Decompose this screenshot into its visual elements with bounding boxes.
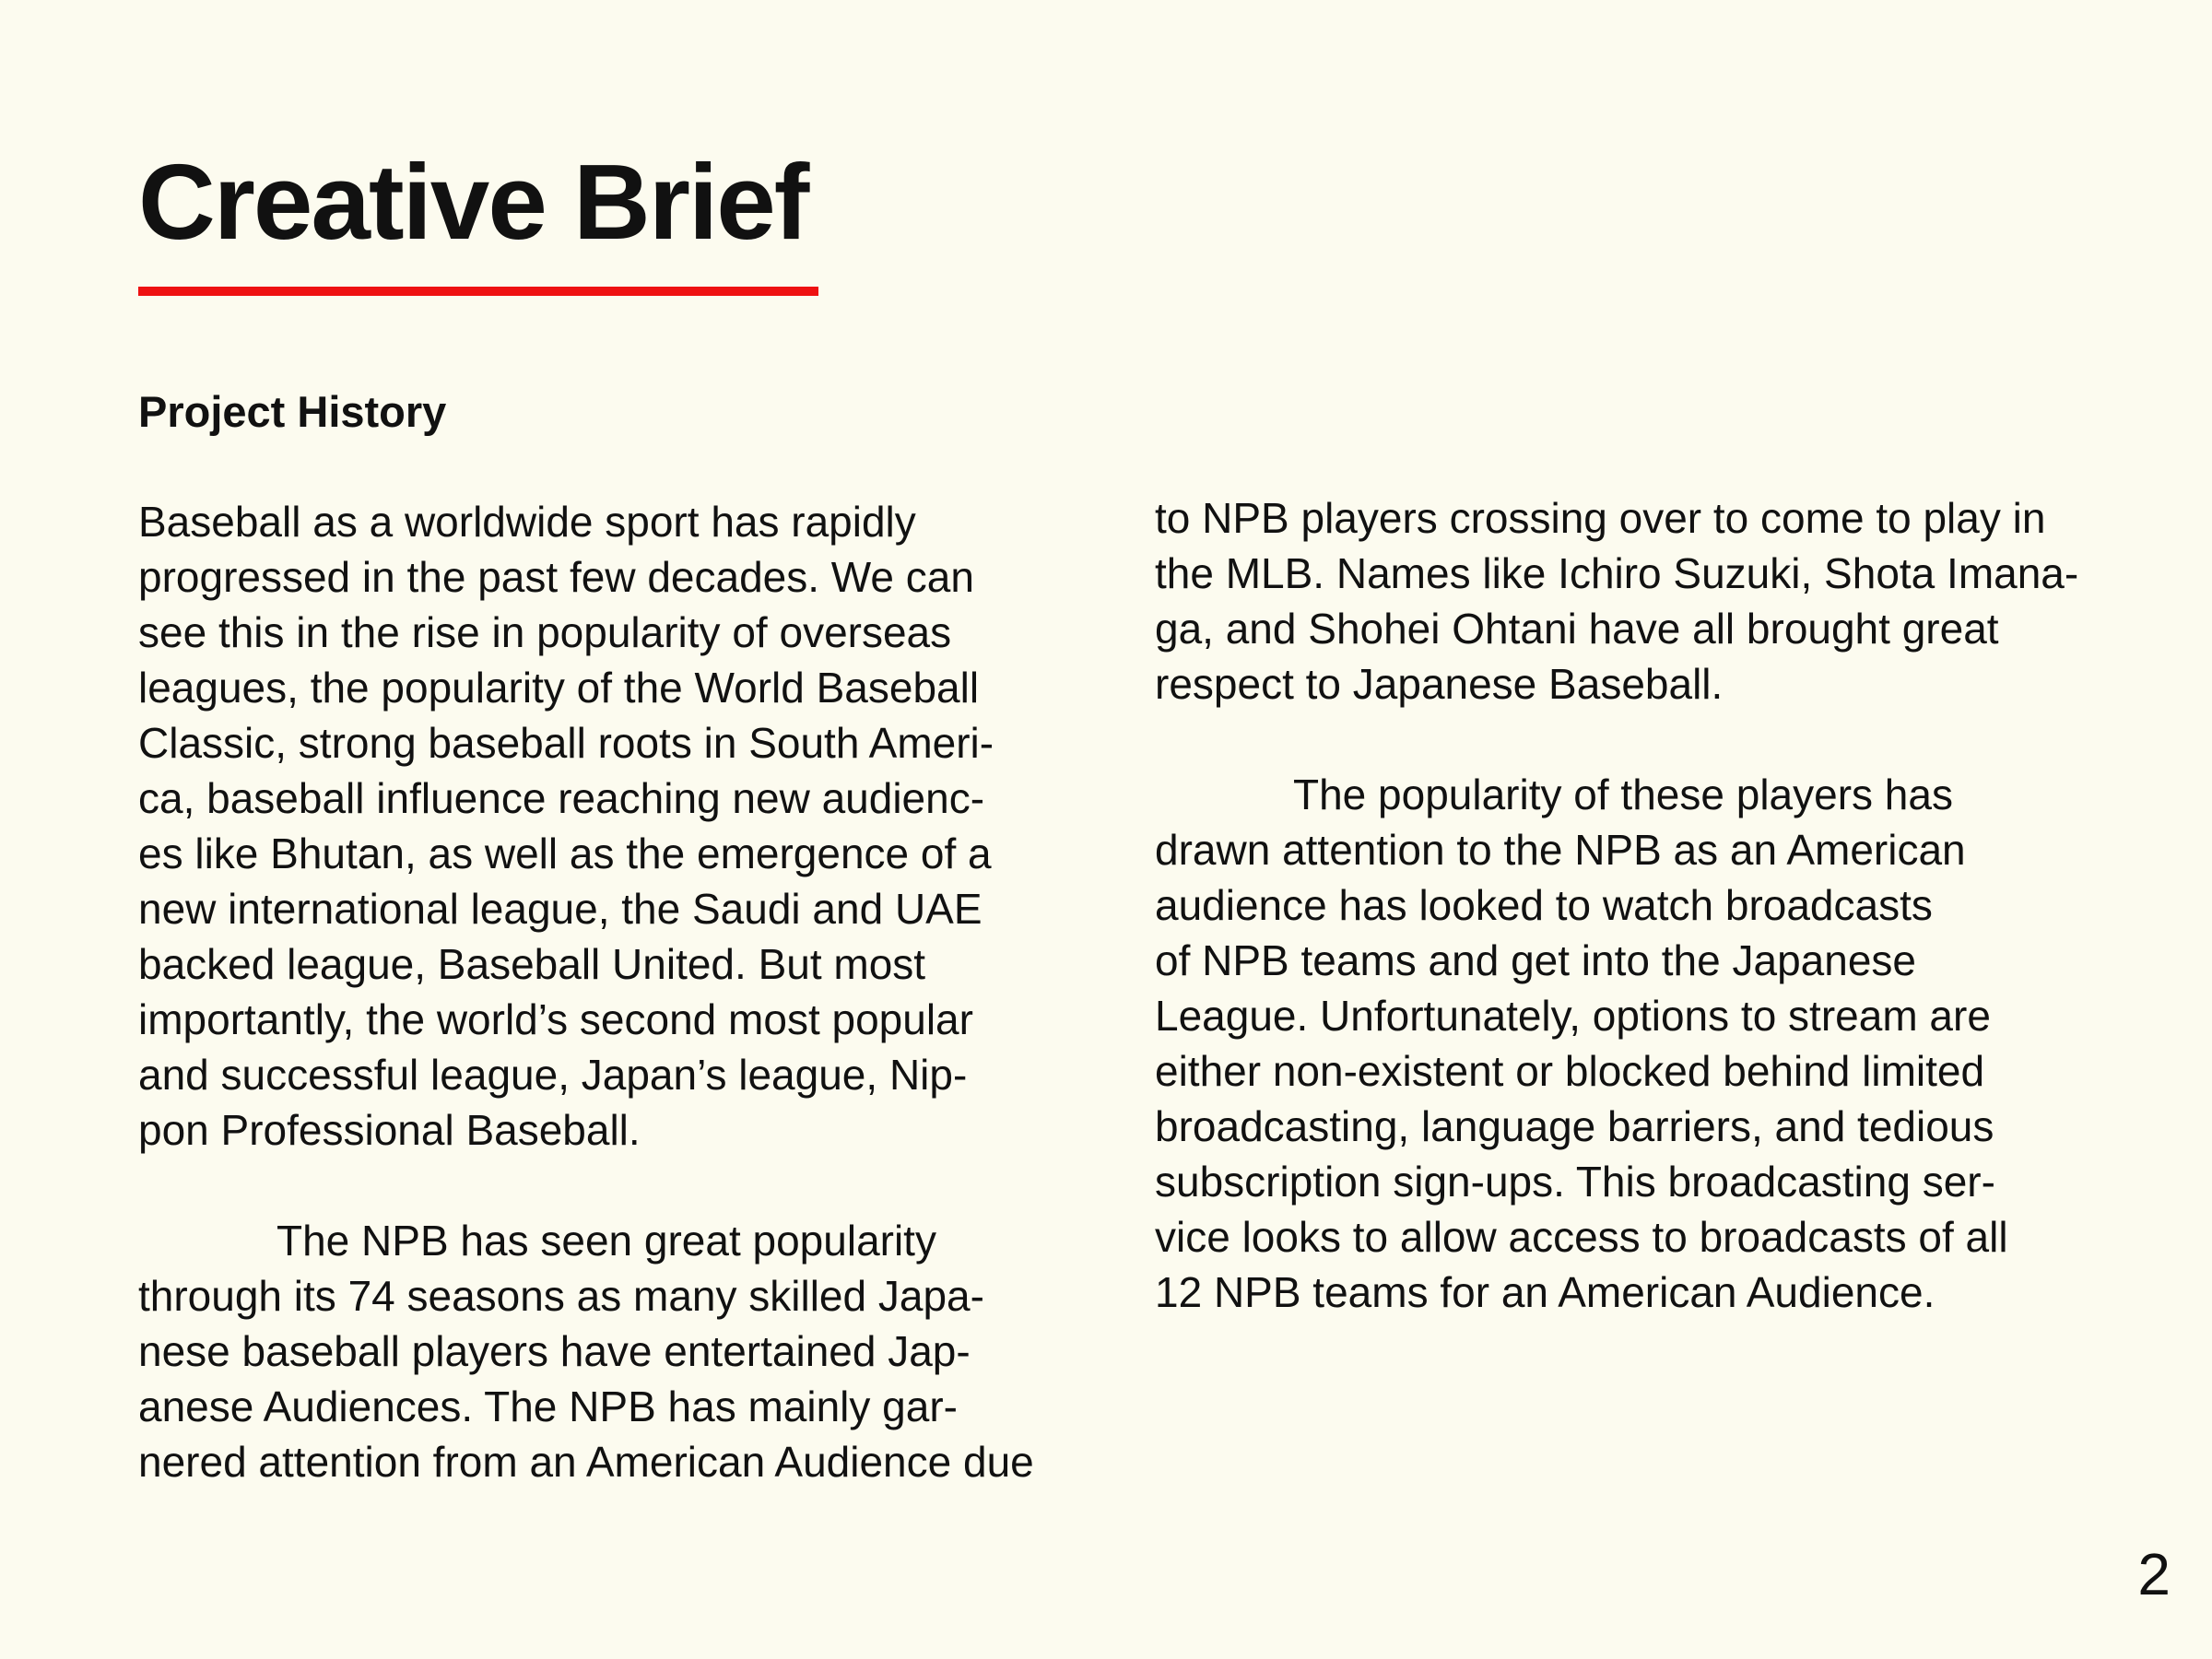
body-text-line: ga, and Shohei Ohtani have all brought great [1155, 605, 1999, 653]
body-text-line: through its 74 seasons as many skilled Japa- [138, 1272, 984, 1320]
body-text-line: nered attention from an American Audience due [138, 1438, 1034, 1486]
body-text-line: progressed in the past few decades. We can [138, 553, 974, 601]
body-text-line: to NPB players crossing over to come to play in [1155, 494, 2046, 542]
body-text-line: of NPB teams and get into the Japanese [1155, 936, 1916, 984]
body-text-line: drawn attention to the NPB as an American [1155, 826, 1966, 874]
body-text-line: subscription sign-ups. This broadcasting ser- [1155, 1158, 1995, 1206]
body-text-line: importantly, the world’s second most popular [138, 995, 973, 1043]
body-text-line: The popularity of these players has [1293, 771, 1953, 818]
body-text-line: the MLB. Names like Ichiro Suzuki, Shota Imana- [1155, 549, 2079, 597]
body-text-line: see this in the rise in popularity of overseas [138, 608, 952, 656]
body-text-line: 12 NPB teams for an American Audience. [1155, 1268, 1936, 1316]
body-text-line: new international league, the Saudi and UAE [138, 885, 982, 933]
body-text-line: and successful league, Japan’s league, Nip- [138, 1051, 968, 1099]
body-text-line: broadcasting, language barriers, and tedious [1155, 1102, 1994, 1150]
body-text-line: Baseball as a worldwide sport has rapidly [138, 498, 916, 546]
body-text-line: ca, baseball influence reaching new audienc- [138, 774, 985, 822]
section-heading: Project History [138, 387, 447, 436]
body-text-line: pon Professional Baseball. [138, 1106, 641, 1154]
page-number: 2 [2137, 1541, 2171, 1607]
page-title: Creative Brief [138, 142, 808, 262]
body-text-line: leagues, the popularity of the World Baseball [138, 664, 980, 712]
body-text-line: audience has looked to watch broadcasts [1155, 881, 1933, 929]
body-text-line: es like Bhutan, as well as the emergence of a [138, 830, 992, 877]
body-text-line: Classic, strong baseball roots in South Ameri- [138, 719, 994, 767]
body-text-line: The NPB has seen great popularity [276, 1217, 936, 1265]
body-text-line: either non-existent or blocked behind limited [1155, 1047, 1985, 1095]
title-underline [138, 287, 818, 296]
body-text-line: vice looks to allow access to broadcasts of all [1155, 1213, 2008, 1261]
body-text-line: respect to Japanese Baseball. [1155, 660, 1724, 708]
body-text-line: nese baseball players have entertained Jap- [138, 1327, 971, 1375]
body-text-line: backed league, Baseball United. But most [138, 940, 926, 988]
body-text-line: League. Unfortunately, options to stream are [1155, 992, 1991, 1040]
body-text-line: anese Audiences. The NPB has mainly gar- [138, 1382, 958, 1430]
